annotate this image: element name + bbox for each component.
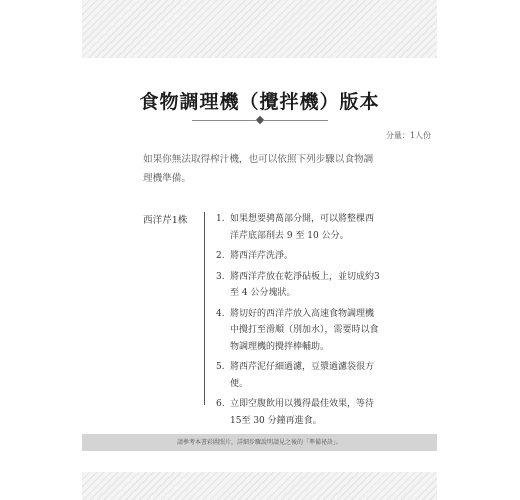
step-item (216, 269, 380, 302)
step-number: 2. (216, 251, 225, 261)
step-number: 6. (216, 399, 225, 409)
ingredient-label: 西洋芹1株 (143, 215, 188, 226)
step-text: 如果想要骋萵部分開，可以將整棵西洋芹底部削去 9 至 10 公分。 (230, 214, 375, 241)
step-item (216, 306, 380, 356)
step-text: 將西洋芹洗淨。 (230, 251, 294, 261)
step-text: 立即空腹飲用以獲得最佳效果，等待15至 30 分鐘再進食。 (230, 399, 375, 426)
step-item (216, 248, 380, 265)
bottom-hatch-band (82, 472, 437, 500)
step-item (216, 359, 380, 392)
step-text: 將西洋芹放在乾淨砧板上，並切成約3至 4 公分塊狀。 (230, 271, 380, 298)
step-number: 4. (216, 308, 225, 319)
title-rule-right (264, 120, 328, 121)
step-number: 5. (216, 362, 225, 372)
page-title: 食物調理機（攪拌機）版本 (139, 91, 380, 113)
steps-list (216, 211, 380, 433)
step-number: 3. (216, 271, 225, 282)
footer-note: 請參考本書彩圖照片，詳細步驟說明請見之後的「準備祕訣」。 (176, 439, 342, 446)
step-number: 1. (216, 214, 225, 224)
diamond-ornament-icon (256, 116, 264, 124)
divider-line (204, 212, 205, 405)
step-item (216, 396, 380, 429)
intro-paragraph: 如果你無法取得榨汁機，也可以依照下列步驟以食物調理機準備。 (143, 154, 374, 184)
top-hatch-band (82, 0, 437, 58)
step-text: 將切好的西洋芹放入高速食物調理機中攪打至滑順（別加水），需要時以食物調理機的攪拌棒輔助。 (230, 308, 379, 352)
serving-size: 分量：1人份 (385, 131, 431, 140)
title-rule-left (192, 120, 256, 121)
step-item (216, 211, 380, 244)
step-text: 將西芹泥仔細過濾，豆漿過濾袋很方便。 (230, 362, 375, 389)
